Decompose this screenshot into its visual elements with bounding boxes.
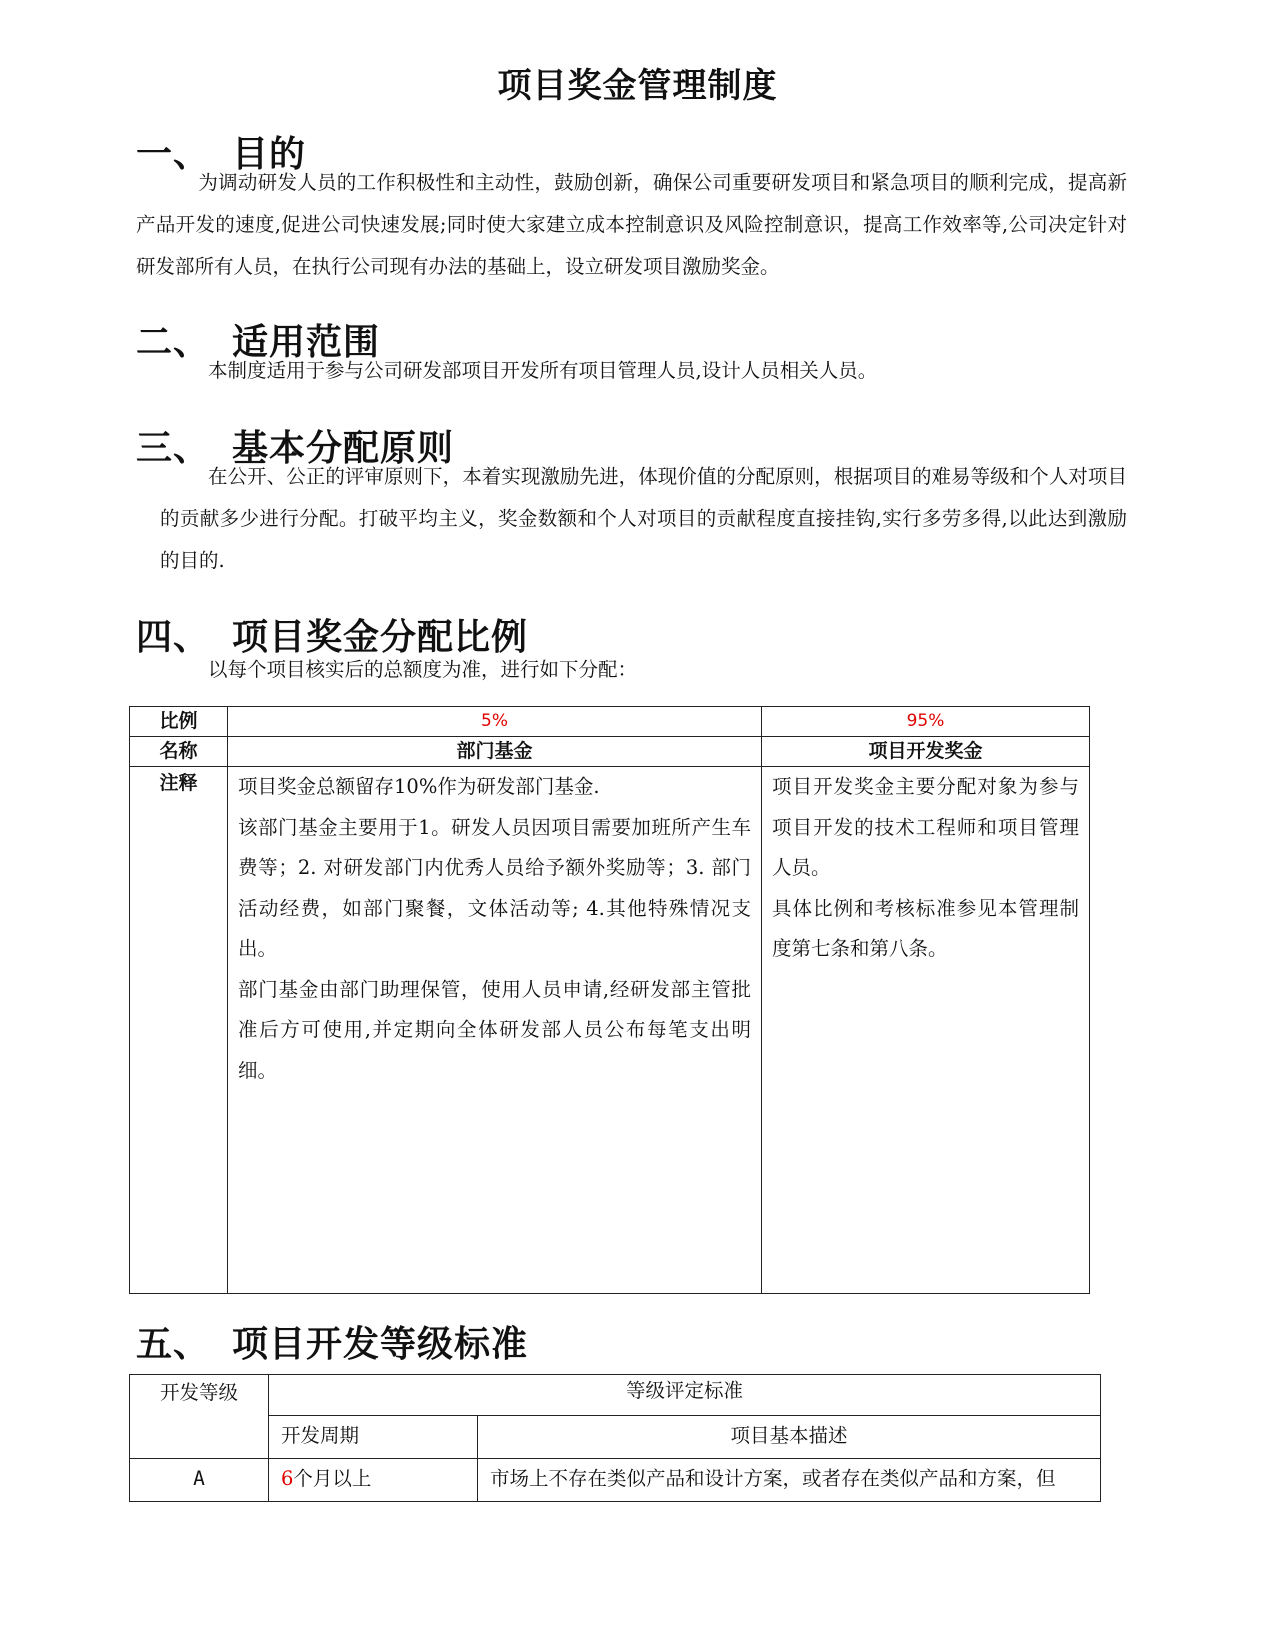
period-header: 开发周期 <box>269 1416 478 1459</box>
document-title: 项目奖金管理制度 <box>497 66 778 106</box>
section-number: 四、 <box>136 617 211 658</box>
column-name: 部门基金 <box>228 737 762 767</box>
period-cell <box>269 1459 478 1502</box>
description-cell: 市场上不存在类似产品和设计方案，或者存在类似产品和方案，但 <box>478 1459 1101 1502</box>
note-line: 该部门基金主要用于1。研发人员因项目需要加班所产生车费等；2. 对研发部门内优秀人员给予额外奖励等；3. 部门活动经费，如部门聚餐，文体活动等; 4.其他特殊情况支出。 <box>238 815 751 960</box>
notes-text <box>228 767 761 1091</box>
section-number: 五、 <box>136 1324 211 1365</box>
level-standard-table <box>129 1374 1101 1502</box>
column-name: 项目开发奖金 <box>762 737 1090 767</box>
paragraph-text: 在公开、公正的评审原则下，本着实现激励先进，体现价值的分配原则，根据项目的难易等级和个人对项目的贡献多少进行分配。打破平均主义，奖金数额和个人对项目的贡献程度直接挂钩,实行多劳多得,以此达到激励的目的. <box>160 465 1127 572</box>
notes-text <box>762 767 1089 970</box>
note-line: 部门基金由部门助理保管，使用人员申请,经研发部主管批准后方可使用,并定期向全体研发部人员公布每笔支出明细。 <box>238 977 751 1082</box>
ratio-cell: 5% <box>228 707 762 737</box>
allocation-table <box>129 706 1090 1294</box>
section-title: 适用范围 <box>232 322 381 363</box>
section-paragraph-purpose <box>136 162 1127 288</box>
notes-cell-project-bonus <box>762 767 1090 1294</box>
note-line: 项目奖金总额留存10%作为研发部门基金. <box>238 775 600 798</box>
row-label: 注释 <box>130 767 228 1294</box>
ratio-cell: 95% <box>762 707 1090 737</box>
notes-row <box>130 767 1090 1294</box>
note-line: 项目开发奖金主要分配对象为参与项目开发的技术工程师和项目管理人员。 <box>772 775 1079 879</box>
subheader-row <box>130 1416 1101 1459</box>
row-label: 名称 <box>130 737 228 767</box>
section-title: 目的 <box>232 134 307 175</box>
section-paragraph-principles <box>160 456 1127 582</box>
section-paragraph-scope: 本制度适用于参与公司研发部项目开发所有项目管理人员,设计人员相关人员。 <box>208 359 878 382</box>
row-label: 比例 <box>130 707 228 737</box>
description-header: 项目基本描述 <box>478 1416 1101 1459</box>
section-title: 基本分配原则 <box>232 428 455 469</box>
section-number: 一、 <box>136 134 211 175</box>
header-row <box>130 1375 1101 1416</box>
section-number: 三、 <box>136 428 211 469</box>
notes-cell-department-fund <box>228 767 762 1294</box>
level-header: 开发等级 <box>130 1375 269 1459</box>
section-title: 项目奖金分配比例 <box>232 617 529 658</box>
period-number: 6 <box>281 1467 294 1490</box>
section-heading-levels <box>136 1316 528 1367</box>
name-row <box>130 737 1090 767</box>
section-paragraph-allocation: 以每个项目核实后的总额度为准，进行如下分配： <box>208 658 638 681</box>
period-suffix: 个月以上 <box>293 1467 372 1490</box>
level-cell: A <box>130 1459 269 1502</box>
section-number: 二、 <box>136 322 211 363</box>
note-line: 具体比例和考核标准参见本管理制度第七条和第八条。 <box>772 896 1079 960</box>
ratio-row <box>130 707 1090 737</box>
section-title: 项目开发等级标准 <box>232 1324 529 1365</box>
criteria-header: 等级评定标准 <box>269 1375 1101 1416</box>
paragraph-text: 为调动研发人员的工作积极性和主动性，鼓励创新，确保公司重要研发项目和紧急项目的顺利完成，提高新产品开发的速度,促进公司快速发展;同时使大家建立成本控制意识及风险控制意识，提高工作效率等,公司决定针对研发部所有人员，在执行公司现有办法的基础上，设立研发项目激励奖金。 <box>136 171 1127 278</box>
section-heading-allocation <box>136 609 528 660</box>
table-row <box>130 1459 1101 1502</box>
